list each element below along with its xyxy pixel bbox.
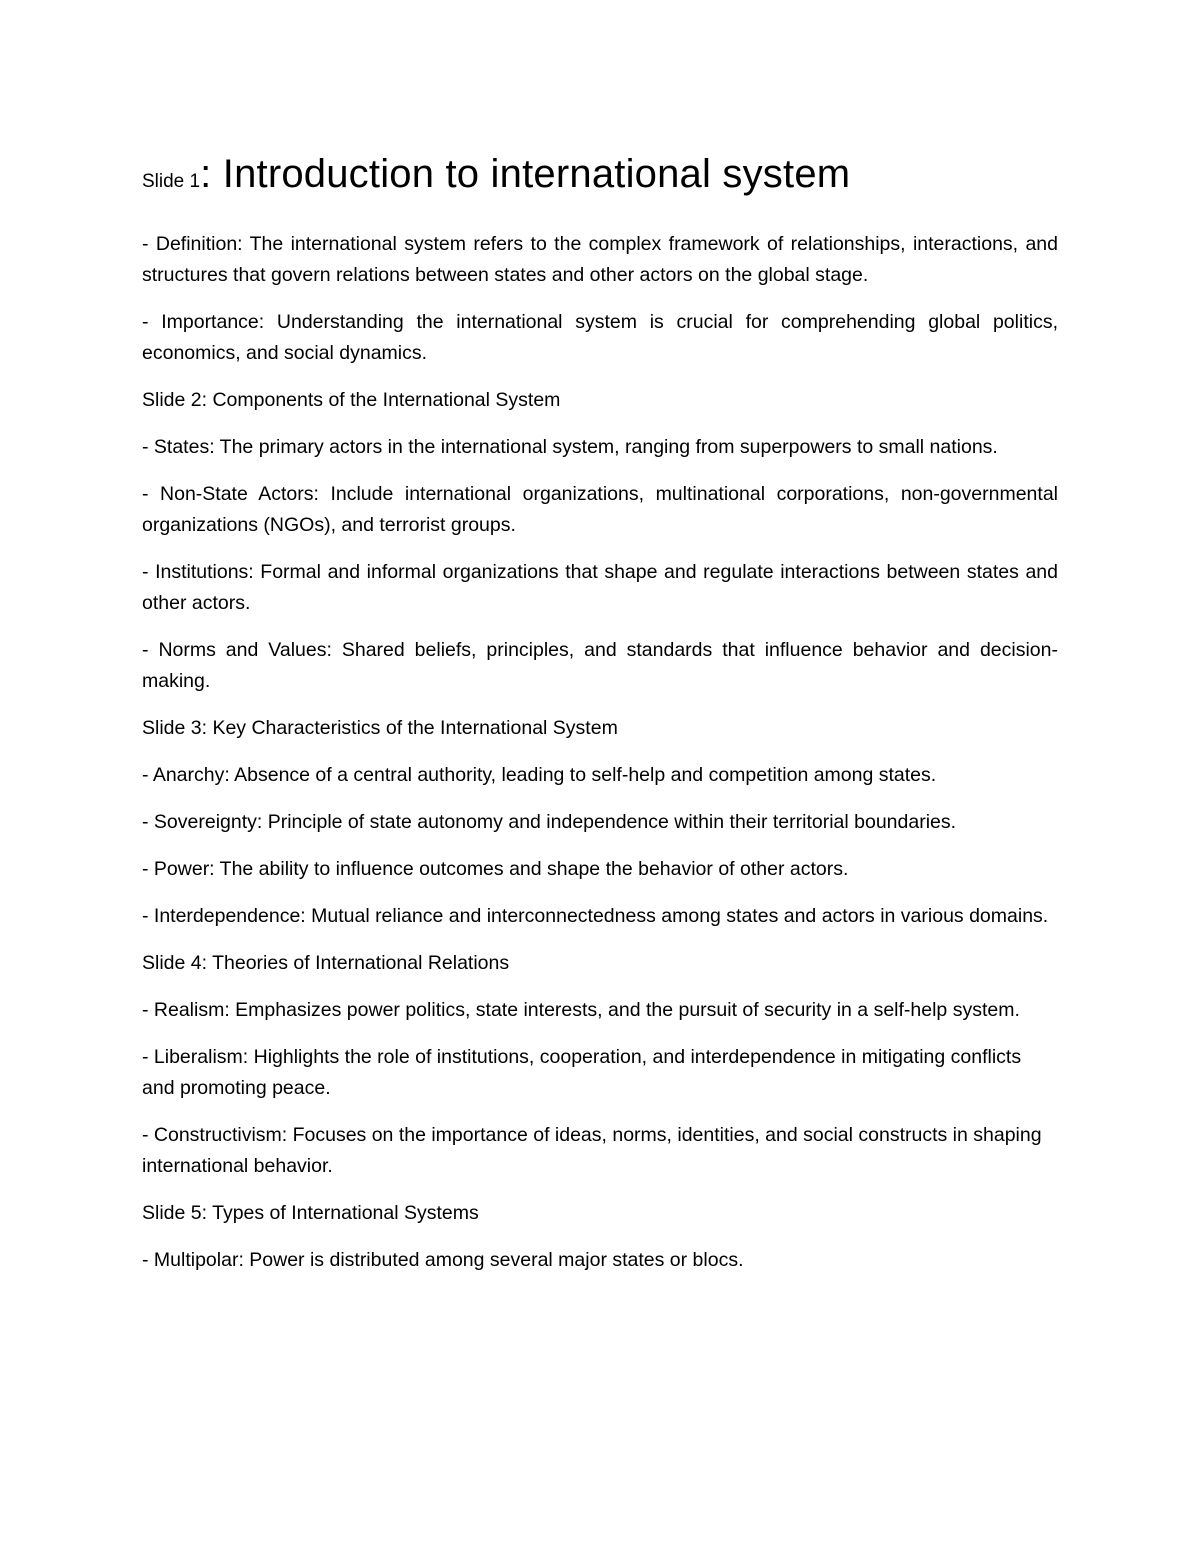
- slide-3-heading: Slide 3: Key Characteristics of the International System: [142, 717, 618, 739]
- slide-3-anarchy: - Anarchy: Absence of a central authority, leading to self-help and competition among states.: [142, 764, 937, 786]
- slide-4-heading: Slide 4: Theories of International Relations: [142, 952, 510, 974]
- slide-1-importance: - Importance: Understanding the international system is crucial for comprehending global politics, economics, and social dynamics.: [142, 311, 1058, 364]
- slide-4-liberalism: - Liberalism: Highlights the role of institutions, cooperation, and interdependence in mitigating conflicts and promoting peace.: [142, 1046, 1022, 1099]
- slide-2-norms-values: - Norms and Values: Shared beliefs, principles, and standards that influence behavior and decision-making.: [142, 639, 1058, 692]
- slide-3-interdependence: - Interdependence: Mutual reliance and interconnectedness among states and actors in various domains.: [142, 905, 1049, 927]
- document-page: [142, 148, 1058, 1292]
- slide-3-power: - Power: The ability to influence outcomes and shape the behavior of other actors.: [142, 858, 849, 880]
- slide-2-institutions: - Institutions: Formal and informal organizations that shape and regulate interactions between states and other actors.: [142, 561, 1058, 614]
- slide-1-prefix: Slide 1: [142, 171, 201, 192]
- slide-1-colon: :: [200, 152, 212, 196]
- slide-5-heading: Slide 5: Types of International Systems: [142, 1202, 479, 1224]
- slide-3-sovereignty: - Sovereignty: Principle of state autonomy and independence within their territorial boundaries.: [142, 811, 957, 833]
- slide-4-constructivism: - Constructivism: Focuses on the importance of ideas, norms, identities, and social constructs in shaping international behavior.: [142, 1124, 1042, 1177]
- slide-2-heading: Slide 2: Components of the International System: [142, 389, 561, 411]
- slide-4-realism: - Realism: Emphasizes power politics, state interests, and the pursuit of security in a self-help system.: [142, 999, 1020, 1021]
- slide-1-title: [142, 148, 1058, 209]
- slide-5-multipolar: - Multipolar: Power is distributed among several major states or blocs.: [142, 1249, 744, 1271]
- slide-2-non-state-actors: - Non-State Actors: Include international organizations, multinational corporations, non-governmental organizations (NGOs), and terrorist groups.: [142, 483, 1058, 536]
- slide-1-definition: - Definition: The international system refers to the complex framework of relationships, interactions, and structures that govern relations between states and other actors on the global stage.: [142, 233, 1058, 286]
- slide-2-states: - States: The primary actors in the international system, ranging from superpowers to small nations.: [142, 436, 998, 458]
- slide-1-title-text: Introduction to international system: [211, 152, 851, 196]
